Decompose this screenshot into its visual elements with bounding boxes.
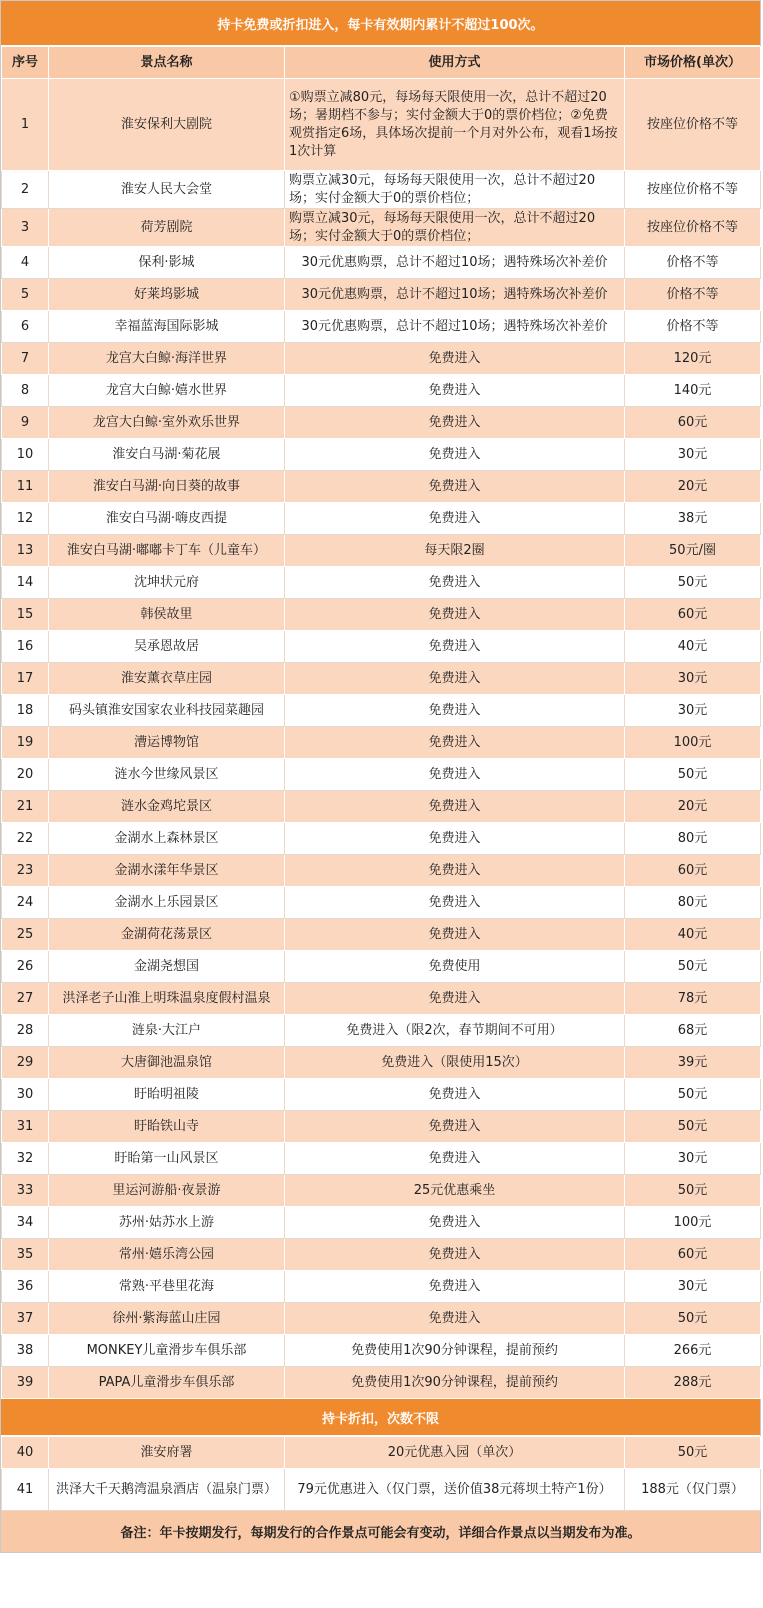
- table-row: [2, 1111, 761, 1143]
- row-index: 14: [2, 567, 49, 599]
- market-price: 20元: [625, 791, 761, 823]
- row-index: 4: [2, 247, 49, 279]
- attraction-name: 涟水金鸡坨景区: [49, 791, 285, 823]
- attraction-name: 淮安府署: [49, 1437, 285, 1469]
- row-index: 12: [2, 503, 49, 535]
- market-price: 60元: [625, 599, 761, 631]
- attractions-table: [1, 46, 761, 1399]
- row-index: 28: [2, 1015, 49, 1047]
- header-price: 市场价格(单次）: [625, 47, 761, 79]
- row-index: 40: [2, 1437, 49, 1469]
- row-index: 13: [2, 535, 49, 567]
- usage-terms: 免费进入: [285, 983, 625, 1015]
- free-entry-rows: [2, 79, 761, 1399]
- market-price: 60元: [625, 855, 761, 887]
- usage-terms: 免费进入（限2次，春节期间不可用）: [285, 1015, 625, 1047]
- market-price: 50元: [625, 1175, 761, 1207]
- attraction-name: 常州·嬉乐湾公园: [49, 1239, 285, 1271]
- table-row: [2, 695, 761, 727]
- market-price: 80元: [625, 823, 761, 855]
- table-row: [2, 855, 761, 887]
- table-row: [2, 279, 761, 311]
- row-index: 35: [2, 1239, 49, 1271]
- usage-terms: 购票立减30元，每场每天限使用一次，总计不超过20场；实付金额大于0的票价档位；: [285, 209, 625, 247]
- row-index: 11: [2, 471, 49, 503]
- attraction-name: 淮安白马湖·向日葵的故事: [49, 471, 285, 503]
- market-price: 140元: [625, 375, 761, 407]
- table-row: [2, 407, 761, 439]
- row-index: 34: [2, 1207, 49, 1239]
- row-index: 29: [2, 1047, 49, 1079]
- market-price: 40元: [625, 919, 761, 951]
- table-row: [2, 1175, 761, 1207]
- usage-terms: 免费进入: [285, 1079, 625, 1111]
- row-index: 27: [2, 983, 49, 1015]
- attraction-name: 沈坤状元府: [49, 567, 285, 599]
- usage-terms: 免费进入: [285, 887, 625, 919]
- attraction-name: 徐州·紫海蓝山庄园: [49, 1303, 285, 1335]
- market-price: 30元: [625, 439, 761, 471]
- table-row: [2, 1207, 761, 1239]
- table-row: [2, 1271, 761, 1303]
- row-index: 16: [2, 631, 49, 663]
- table-header-row: [2, 47, 761, 79]
- attraction-name: 常熟·平巷里花海: [49, 1271, 285, 1303]
- usage-terms: 免费进入: [285, 1271, 625, 1303]
- usage-terms: 79元优惠进入（仅门票，送价值38元蒋坝土特产1份）: [285, 1469, 625, 1511]
- attraction-name: 保利·影城: [49, 247, 285, 279]
- market-price: 120元: [625, 343, 761, 375]
- usage-terms: 20元优惠入园（单次）: [285, 1437, 625, 1469]
- usage-terms: 免费进入: [285, 1143, 625, 1175]
- market-price: 60元: [625, 407, 761, 439]
- footnote: 备注：年卡按期发行，每期发行的合作景点可能会有变动，详细合作景点以当期发布为准。: [1, 1511, 760, 1552]
- attraction-name: 盱眙第一山风景区: [49, 1143, 285, 1175]
- attraction-name: 码头镇淮安国家农业科技园菜趣园: [49, 695, 285, 727]
- row-index: 30: [2, 1079, 49, 1111]
- attraction-name: 洪泽老子山淮上明珠温泉度假村温泉: [49, 983, 285, 1015]
- usage-terms: 免费进入: [285, 599, 625, 631]
- attraction-name: 洪泽大千天鹅湾温泉酒店（温泉门票）: [49, 1469, 285, 1511]
- attraction-name: 涟泉·大江户: [49, 1015, 285, 1047]
- table-row: [2, 79, 761, 171]
- usage-terms: 免费进入: [285, 407, 625, 439]
- row-index: 37: [2, 1303, 49, 1335]
- attraction-name: 苏州·姑苏水上游: [49, 1207, 285, 1239]
- usage-terms: ①购票立减80元，每场每天限使用一次，总计不超过20场；暑期档不参与；实付金额大于0的票价档位；②免费观赏指定6场，具体场次提前一个月对外公布，观看1场按1次计算: [285, 79, 625, 171]
- usage-terms: 免费进入: [285, 823, 625, 855]
- usage-terms: 30元优惠购票，总计不超过10场；遇特殊场次补差价: [285, 279, 625, 311]
- attraction-name: 荷芳剧院: [49, 209, 285, 247]
- attraction-name: 盱眙明祖陵: [49, 1079, 285, 1111]
- row-index: 15: [2, 599, 49, 631]
- market-price: 100元: [625, 1207, 761, 1239]
- table-row: [2, 1015, 761, 1047]
- row-index: 22: [2, 823, 49, 855]
- table-row: [2, 919, 761, 951]
- attraction-name: 淮安白马湖·菊花展: [49, 439, 285, 471]
- market-price: 68元: [625, 1015, 761, 1047]
- table-row: [2, 663, 761, 695]
- market-price: 50元: [625, 1437, 761, 1469]
- usage-terms: 免费进入: [285, 855, 625, 887]
- row-index: 31: [2, 1111, 49, 1143]
- attraction-name: PAPA儿童滑步车俱乐部: [49, 1367, 285, 1399]
- market-price: 266元: [625, 1335, 761, 1367]
- discount-banner: 持卡折扣，次数不限: [1, 1399, 760, 1436]
- row-index: 25: [2, 919, 49, 951]
- table-row: [2, 631, 761, 663]
- row-index: 23: [2, 855, 49, 887]
- market-price: 60元: [625, 1239, 761, 1271]
- market-price: 50元/圈: [625, 535, 761, 567]
- attraction-name: 淮安薰衣草庄园: [49, 663, 285, 695]
- market-price: 30元: [625, 663, 761, 695]
- table-row: [2, 439, 761, 471]
- usage-terms: 免费使用1次90分钟课程，提前预约: [285, 1335, 625, 1367]
- market-price: 100元: [625, 727, 761, 759]
- row-index: 10: [2, 439, 49, 471]
- market-price: 80元: [625, 887, 761, 919]
- table-row: [2, 471, 761, 503]
- attraction-name: 里运河游船·夜景游: [49, 1175, 285, 1207]
- usage-terms: 免费进入: [285, 791, 625, 823]
- table-row: [2, 599, 761, 631]
- usage-terms: 免费使用1次90分钟课程，提前预约: [285, 1367, 625, 1399]
- usage-terms: 免费进入: [285, 375, 625, 407]
- attraction-name: 好莱坞影城: [49, 279, 285, 311]
- market-price: 按座位价格不等: [625, 209, 761, 247]
- row-index: 36: [2, 1271, 49, 1303]
- attraction-name: 龙宫大白鲸·室外欢乐世界: [49, 407, 285, 439]
- free-entry-banner: 持卡免费或折扣进入，每卡有效期内累计不超过100次。: [1, 1, 760, 46]
- attraction-name: 盱眙铁山寺: [49, 1111, 285, 1143]
- table-row: [2, 727, 761, 759]
- row-index: 3: [2, 209, 49, 247]
- attraction-name: 金湖水上乐园景区: [49, 887, 285, 919]
- table-row: [2, 375, 761, 407]
- discount-rows: [2, 1437, 761, 1511]
- attraction-name: 淮安白马湖·嗨皮西提: [49, 503, 285, 535]
- header-usage: 使用方式: [285, 47, 625, 79]
- market-price: 按座位价格不等: [625, 171, 761, 209]
- market-price: 50元: [625, 1111, 761, 1143]
- usage-terms: 免费进入: [285, 631, 625, 663]
- market-price: 50元: [625, 759, 761, 791]
- usage-terms: 免费进入: [285, 919, 625, 951]
- table-row: [2, 823, 761, 855]
- row-index: 5: [2, 279, 49, 311]
- market-price: 30元: [625, 695, 761, 727]
- market-price: 39元: [625, 1047, 761, 1079]
- attraction-name: 韩侯故里: [49, 599, 285, 631]
- usage-terms: 免费进入: [285, 727, 625, 759]
- attraction-name: 淮安人民大会堂: [49, 171, 285, 209]
- table-row: [2, 567, 761, 599]
- table-row: [2, 983, 761, 1015]
- market-price: 188元（仅门票）: [625, 1469, 761, 1511]
- market-price: 40元: [625, 631, 761, 663]
- table-row: [2, 791, 761, 823]
- table-row: [2, 1047, 761, 1079]
- market-price: 50元: [625, 1303, 761, 1335]
- usage-terms: 免费进入: [285, 1239, 625, 1271]
- market-price: 30元: [625, 1271, 761, 1303]
- usage-terms: 免费进入: [285, 695, 625, 727]
- usage-terms: 购票立减30元，每场每天限使用一次，总计不超过20场；实付金额大于0的票价档位；: [285, 171, 625, 209]
- row-index: 24: [2, 887, 49, 919]
- attraction-name: 龙宫大白鲸·嬉水世界: [49, 375, 285, 407]
- table-row: [2, 887, 761, 919]
- usage-terms: 免费进入: [285, 759, 625, 791]
- row-index: 9: [2, 407, 49, 439]
- market-price: 50元: [625, 567, 761, 599]
- usage-terms: 免费进入: [285, 439, 625, 471]
- usage-terms: 免费进入: [285, 343, 625, 375]
- table-row: [2, 171, 761, 209]
- usage-terms: 每天限2圈: [285, 535, 625, 567]
- row-index: 21: [2, 791, 49, 823]
- market-price: 价格不等: [625, 247, 761, 279]
- table-row: [2, 343, 761, 375]
- attraction-name: 淮安白马湖·嘟嘟卡丁车（儿童车）: [49, 535, 285, 567]
- usage-terms: 免费进入: [285, 503, 625, 535]
- header-name: 景点名称: [49, 47, 285, 79]
- market-price: 50元: [625, 1079, 761, 1111]
- attraction-name: 淮安保利大剧院: [49, 79, 285, 171]
- attraction-name: 吴承恩故居: [49, 631, 285, 663]
- market-price: 20元: [625, 471, 761, 503]
- table-row: [2, 1469, 761, 1511]
- attraction-name: 大唐御池温泉馆: [49, 1047, 285, 1079]
- row-index: 38: [2, 1335, 49, 1367]
- attraction-name: 金湖水漾年华景区: [49, 855, 285, 887]
- usage-terms: 30元优惠购票，总计不超过10场；遇特殊场次补差价: [285, 247, 625, 279]
- market-price: 78元: [625, 983, 761, 1015]
- row-index: 32: [2, 1143, 49, 1175]
- table-row: [2, 503, 761, 535]
- table-row: [2, 1303, 761, 1335]
- table-row: [2, 209, 761, 247]
- attraction-name: 金湖水上森林景区: [49, 823, 285, 855]
- market-price: 按座位价格不等: [625, 79, 761, 171]
- table-row: [2, 1335, 761, 1367]
- market-price: 38元: [625, 503, 761, 535]
- attraction-name: 涟水今世缘风景区: [49, 759, 285, 791]
- usage-terms: 免费进入: [285, 663, 625, 695]
- row-index: 7: [2, 343, 49, 375]
- row-index: 6: [2, 311, 49, 343]
- usage-terms: 30元优惠购票，总计不超过10场；遇特殊场次补差价: [285, 311, 625, 343]
- usage-terms: 免费进入: [285, 1111, 625, 1143]
- usage-terms: 免费进入: [285, 1207, 625, 1239]
- usage-terms: 免费进入（限使用15次）: [285, 1047, 625, 1079]
- table-row: [2, 951, 761, 983]
- table-row: [2, 759, 761, 791]
- row-index: 18: [2, 695, 49, 727]
- market-price: 30元: [625, 1143, 761, 1175]
- market-price: 288元: [625, 1367, 761, 1399]
- attraction-name: 金湖尧想国: [49, 951, 285, 983]
- row-index: 33: [2, 1175, 49, 1207]
- table-row: [2, 1437, 761, 1469]
- market-price: 50元: [625, 951, 761, 983]
- market-price: 价格不等: [625, 311, 761, 343]
- discount-table: [1, 1436, 761, 1511]
- usage-terms: 免费使用: [285, 951, 625, 983]
- usage-terms: 免费进入: [285, 567, 625, 599]
- table-row: [2, 1367, 761, 1399]
- row-index: 26: [2, 951, 49, 983]
- table-row: [2, 1143, 761, 1175]
- attraction-name: 龙宫大白鲸·海洋世界: [49, 343, 285, 375]
- attraction-name: 金湖荷花荡景区: [49, 919, 285, 951]
- row-index: 19: [2, 727, 49, 759]
- usage-terms: 免费进入: [285, 1303, 625, 1335]
- table-row: [2, 1239, 761, 1271]
- header-index: 序号: [2, 47, 49, 79]
- attraction-name: 漕运博物馆: [49, 727, 285, 759]
- market-price: 价格不等: [625, 279, 761, 311]
- row-index: 39: [2, 1367, 49, 1399]
- table-row: [2, 311, 761, 343]
- table-row: [2, 247, 761, 279]
- usage-terms: 免费进入: [285, 471, 625, 503]
- row-index: 41: [2, 1469, 49, 1511]
- row-index: 20: [2, 759, 49, 791]
- table-row: [2, 535, 761, 567]
- attraction-name: 幸福蓝海国际影城: [49, 311, 285, 343]
- row-index: 1: [2, 79, 49, 171]
- row-index: 17: [2, 663, 49, 695]
- usage-terms: 25元优惠乘坐: [285, 1175, 625, 1207]
- attraction-name: MONKEY儿童滑步车俱乐部: [49, 1335, 285, 1367]
- row-index: 8: [2, 375, 49, 407]
- row-index: 2: [2, 171, 49, 209]
- table-row: [2, 1079, 761, 1111]
